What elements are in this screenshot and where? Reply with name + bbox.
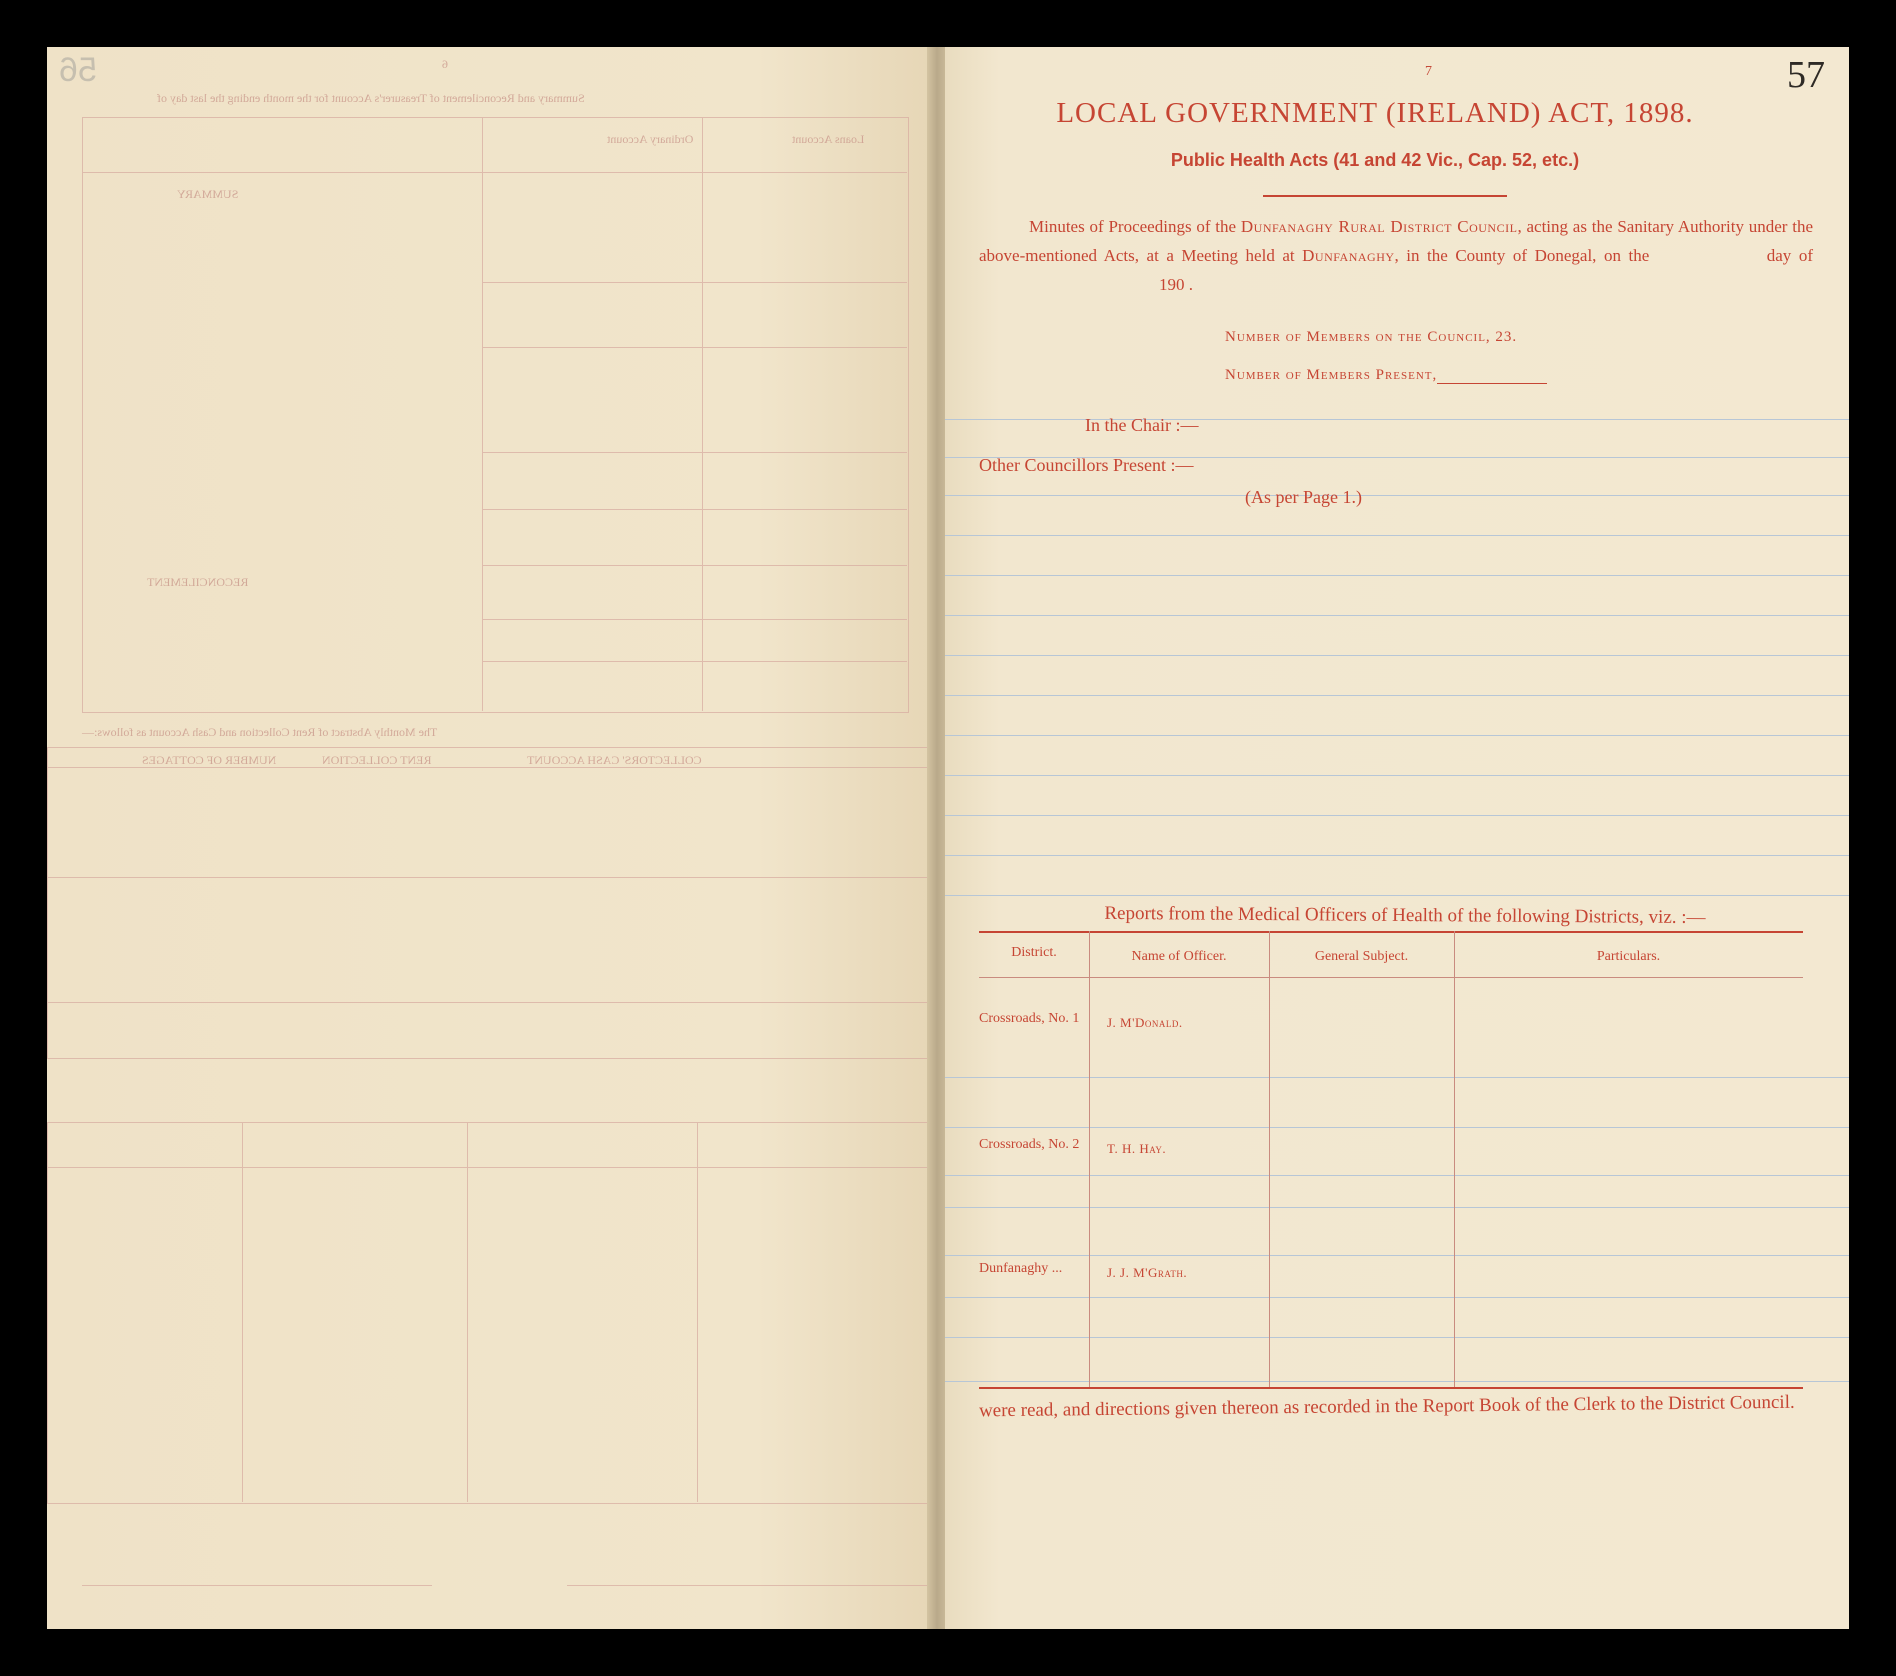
ruled-line	[945, 535, 1849, 536]
right-page	[945, 47, 1849, 1629]
left-box-divider-2	[702, 117, 704, 711]
table-bottom-rule	[979, 1387, 1803, 1389]
members-present-label: Number of Members Present,	[1225, 367, 1438, 383]
ruled-line	[945, 815, 1849, 816]
page-number: 57	[1787, 54, 1825, 96]
minutes-text-3: , in the County of Donegal, on the	[1394, 246, 1657, 265]
left-page-number: 56	[59, 51, 97, 89]
left-signature-line	[567, 1585, 927, 1586]
left-lower-box	[47, 1122, 935, 1504]
left-rent-group3: NUMBER OF COTTAGES	[142, 753, 277, 767]
left-page-small-number: 6	[442, 57, 448, 71]
table-col-divider	[1269, 931, 1270, 1389]
left-box-rule	[482, 509, 907, 510]
left-box-rule	[82, 172, 907, 173]
reports-heading: Reports from the Medical Officers of Health of the following Districts, viz. :—	[1104, 902, 1706, 929]
as-per-page-note: (As per Page 1.)	[1245, 487, 1362, 507]
title-rule	[1263, 195, 1507, 197]
left-rent-group1: COLLECTORS' CASH ACCOUNT	[527, 753, 702, 767]
officer-cell: T. H. Hay.	[1107, 1141, 1167, 1156]
header-general-subject: General Subject.	[1314, 949, 1409, 964]
ruled-line	[945, 735, 1849, 736]
ruled-line	[945, 495, 1849, 496]
other-councillors-label: Other Councillors Present :—	[979, 455, 1194, 475]
ruled-line	[945, 419, 1849, 420]
district-cell: Crossroads, No. 2	[979, 1137, 1080, 1152]
left-box-rule	[482, 565, 907, 566]
left-rent-rule	[47, 1002, 935, 1003]
left-lower-divider	[467, 1122, 468, 1502]
closing-statement: were read, and directions given thereon as recorded in the Report Book of the Clerk to the District Council.	[978, 1391, 1795, 1422]
members-on-council: Number of Members on the Council, 23.	[1225, 329, 1518, 345]
left-rent-box	[47, 747, 935, 1059]
ruled-line	[945, 775, 1849, 776]
left-page-heading: Summary and Reconcilement of Treasurer's Account for the month ending the last day of	[157, 91, 585, 105]
table-header-rule	[979, 977, 1803, 978]
header-district: District.	[1011, 945, 1057, 960]
left-lower-rule	[47, 1167, 935, 1168]
table-top-rule	[979, 931, 1803, 933]
in-the-chair-label: In the Chair :—	[1085, 415, 1199, 435]
table-col-divider	[1454, 931, 1455, 1389]
left-signature-line	[82, 1585, 432, 1586]
left-rent-rule	[47, 877, 935, 878]
left-page-ghost-print	[47, 47, 935, 1629]
left-box-rule	[482, 347, 907, 348]
day-of-label: day of	[1766, 246, 1813, 265]
left-reconcilement: RECONCILEMENT	[147, 575, 249, 589]
ruled-line	[945, 575, 1849, 576]
table-col-divider	[1089, 931, 1090, 1389]
council-name: Dunfanaghy Rural District Council	[1240, 217, 1518, 236]
officer-cell: J. J. M'Grath.	[1107, 1265, 1188, 1280]
header-particulars: Particulars.	[1596, 949, 1661, 964]
page-subtitle: Public Health Acts (41 and 42 Vic., Cap. 52, etc.)	[1170, 150, 1580, 170]
left-box-rule	[482, 661, 907, 662]
members-present	[1225, 367, 1725, 384]
district-cell: Dunfanaghy ...	[979, 1261, 1063, 1276]
members-present-blank	[1437, 383, 1547, 384]
left-col-ordinary: Ordinary Account	[607, 132, 694, 146]
meeting-year: 190	[1159, 275, 1185, 294]
meeting-place: Dunfanaghy	[1302, 246, 1395, 265]
ruled-line	[945, 855, 1849, 856]
minutes-text-2: , acting as the Sanitary Authority under the above-mentioned Acts, at a Meeting held at	[979, 217, 1814, 265]
left-box-rule	[482, 619, 907, 620]
left-box-divider	[482, 117, 484, 711]
district-cell: Crossroads, No. 1	[979, 1011, 1080, 1026]
page-title: LOCAL GOVERNMENT (IRELAND) ACT, 1898.	[1056, 97, 1694, 129]
minutes-paragraph: Minutes of Proceedings of the Dunfanaghy Rural District Council, acting as the Sanitary Authority under the above-mentioned Acts, at a Meeting held at Dunfanaghy, in the County of Donegal, on the day of190 .	[979, 217, 1814, 294]
left-summary: SUMMARY	[177, 187, 239, 201]
left-rent-group2: RENT COLLECTION	[322, 753, 432, 767]
officer-cell: J. M'Donald.	[1107, 1015, 1183, 1030]
left-col-loans: Loans Account	[792, 132, 865, 146]
left-box-rule	[482, 282, 907, 283]
ruled-line	[945, 695, 1849, 696]
left-account-box	[82, 117, 909, 713]
left-rent-heading: The Monthly Abstract of Rent Collection and Cash Account as follows:—	[82, 725, 438, 739]
ruled-line	[945, 895, 1849, 896]
ruled-line	[945, 655, 1849, 656]
ruled-line	[945, 615, 1849, 616]
left-lower-divider	[242, 1122, 243, 1502]
header-officer: Name of Officer.	[1131, 949, 1227, 964]
open-minute-book	[47, 47, 1849, 1629]
left-page	[47, 47, 935, 1629]
printed-page-number: 7	[1425, 64, 1432, 79]
left-lower-divider	[697, 1122, 698, 1502]
reports-table	[979, 931, 1803, 1389]
minutes-text-1: Minutes of Proceedings of the	[1029, 217, 1241, 236]
left-box-rule	[482, 452, 907, 453]
